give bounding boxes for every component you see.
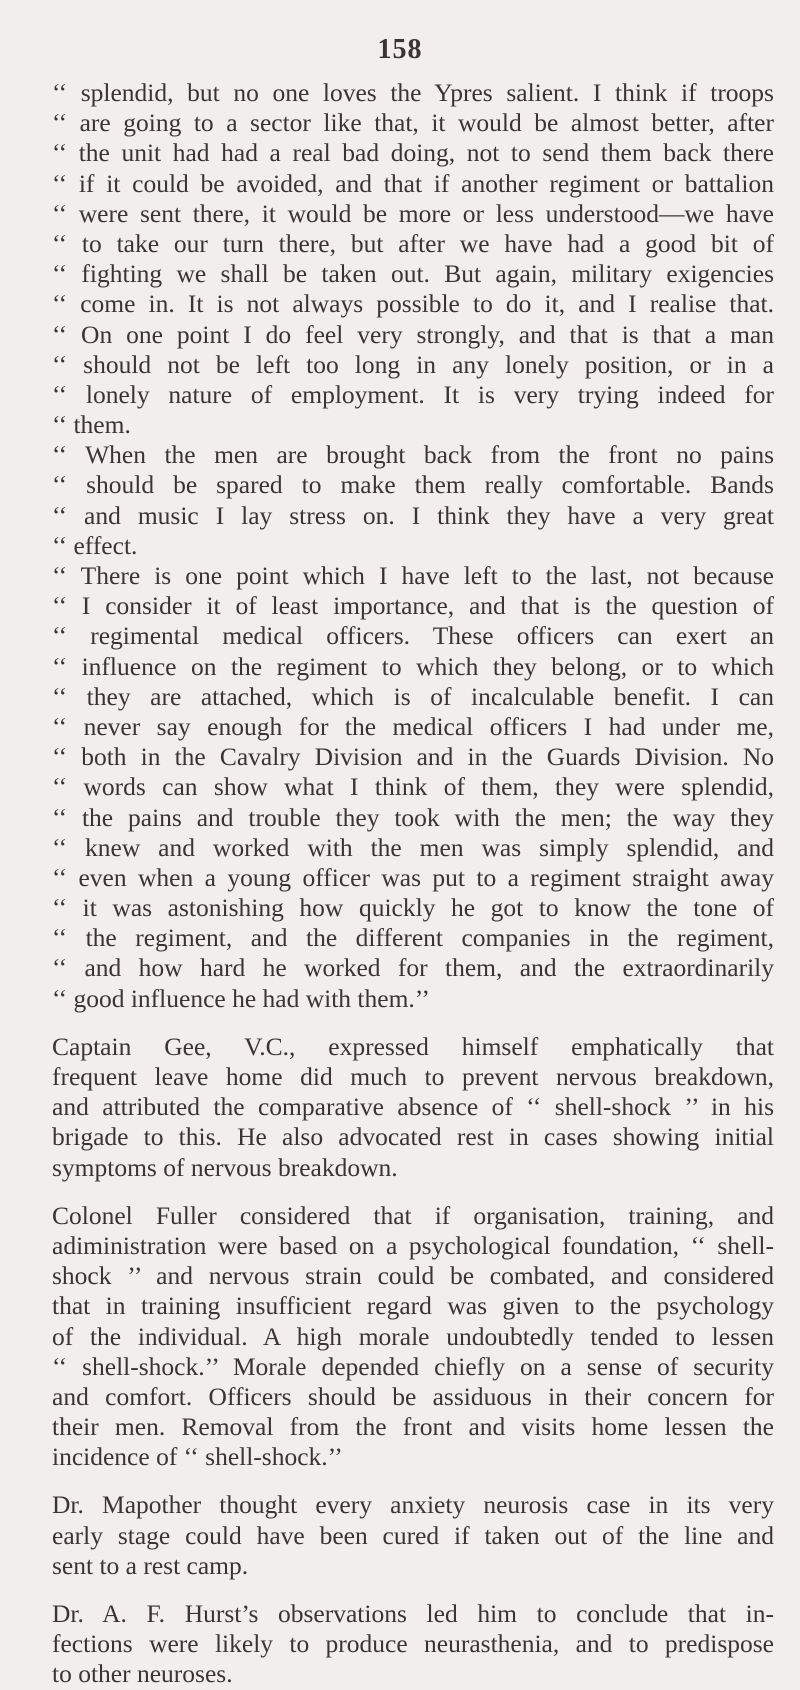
text-line: incidence of ‘‘ shell-shock.’’ <box>52 1442 343 1472</box>
text-line: ‘‘ to take our turn there, but after we have had a good bit of <box>52 228 774 258</box>
paragraph <box>52 1032 774 1183</box>
text-line: of the individual. A high morale undoubtedly tended to lessen <box>52 1321 774 1351</box>
paragraph <box>52 1599 774 1690</box>
text-line: ‘‘ the unit had had a real bad doing, not to send them back there <box>52 138 774 168</box>
text-line: ‘‘ never say enough for the medical officers I had under me, <box>52 711 774 741</box>
text-line: ‘‘ shell-shock.’’ Morale depended chiefly on a sense of security <box>52 1351 774 1381</box>
text-line: and comfort. Officers should be assiduous in their concern for <box>52 1381 774 1411</box>
text-line: ‘‘ come in. It is not always possible to do it, and I realise that. <box>52 289 774 319</box>
text-line: early stage could have been cured if taken out of the line and <box>52 1520 774 1550</box>
text-line: ‘‘ the pains and trouble they took with the men; the way they <box>52 802 774 832</box>
text-line: Dr. Mapother thought every anxiety neurosis case in its very <box>52 1490 774 1520</box>
paragraph <box>52 1201 774 1473</box>
text-line: ‘‘ and music I lay stress on. I think they have a very great <box>52 500 774 530</box>
text-line: ‘‘ On one point I do feel very strongly, and that is that a man <box>52 319 774 349</box>
text-line: ‘‘ knew and worked with the men was simply splendid, and <box>52 832 774 862</box>
text-line: Captain Gee, V.C., expressed himself emphatically that <box>52 1031 774 1061</box>
text-line: ‘‘ both in the Cavalry Division and in the Guards Division. No <box>52 742 774 772</box>
text-line: Colonel Fuller considered that if organisation, training, and <box>52 1200 774 1230</box>
text-line: ‘‘ fighting we shall be taken out. But again, military exigencies <box>52 259 774 289</box>
text-line: that in training insufficient regard was given to the psychology <box>52 1291 774 1321</box>
text-line: fections were likely to produce neurasthenia, and to predispose <box>52 1629 774 1659</box>
text-line: ‘‘ are going to a sector like that, it would be almost better, after <box>52 108 774 138</box>
paragraph-gap <box>52 1183 774 1201</box>
text-line: ‘‘ it was astonishing how quickly he got to know the tone of <box>52 893 774 923</box>
text-line: shock ’’ and nervous strain could be combated, and considered <box>52 1261 774 1291</box>
paragraph-gap <box>52 1581 774 1599</box>
text-line: ‘‘ them. <box>52 410 131 440</box>
text-line: ‘‘ I consider it of least importance, and that is the question of <box>52 591 774 621</box>
text-line: ‘‘ even when a young officer was put to a regiment straight away <box>52 862 774 892</box>
paragraph <box>52 1490 774 1581</box>
text-line: brigade to this. He also advocated rest in cases showing initial <box>52 1122 774 1152</box>
text-line: ‘‘ they are attached, which is of incalculable benefit. I can <box>52 681 774 711</box>
text-line: symptoms of nervous breakdown. <box>52 1152 398 1182</box>
text-line: ‘‘ words can show what I think of them, they were splendid, <box>52 772 774 802</box>
text-line: ‘‘ splendid, but no one loves the Ypres salient. I think if troops <box>52 78 774 107</box>
text-line: ‘‘ There is one point which I have left to the last, not because <box>52 561 774 590</box>
paragraph-gap <box>52 1472 774 1490</box>
paragraph <box>52 78 774 1014</box>
text-line: sent to a rest camp. <box>52 1550 249 1580</box>
text-line: ‘‘ regimental medical officers. These officers can exert an <box>52 621 774 651</box>
text-line: Dr. A. F. Hurst’s observations led him to conclude that in- <box>52 1599 774 1628</box>
text-line: ‘‘ were sent there, it would be more or less understood—we have <box>52 198 774 228</box>
body-text <box>52 78 774 1690</box>
text-line: ‘‘ and how hard he worked for them, and the extraordinarily <box>52 953 774 983</box>
text-line: adiministration were based on a psychological foundation, ‘‘ shell- <box>52 1230 774 1260</box>
text-line: ‘‘ should be spared to make them really comfortable. Bands <box>52 470 774 500</box>
text-line: ‘‘ the regiment, and the different companies in the regiment, <box>52 923 774 953</box>
text-line: their men. Removal from the front and visits home lessen the <box>52 1412 774 1442</box>
text-line: ‘‘ influence on the regiment to which they belong, or to which <box>52 651 774 681</box>
text-line: ‘‘ if it could be avoided, and that if another regiment or battalion <box>52 168 774 198</box>
text-line: to other neuroses. <box>52 1659 233 1689</box>
text-line: ‘‘ good influence he had with them.’’ <box>52 983 430 1013</box>
text-line: ‘‘ should not be left too long in any lonely position, or in a <box>52 349 774 379</box>
text-line: and attributed the comparative absence of ‘‘ shell-shock ’’ in his <box>52 1092 774 1122</box>
text-line: ‘‘ When the men are brought back from the front no pains <box>52 440 774 470</box>
text-line: ‘‘ lonely nature of employment. It is very trying indeed for <box>52 379 774 409</box>
paragraph-gap <box>52 1014 774 1032</box>
text-line: frequent leave home did much to prevent nervous breakdown, <box>52 1062 774 1091</box>
page-number: 158 <box>377 34 423 65</box>
text-line: ‘‘ effect. <box>52 530 138 560</box>
